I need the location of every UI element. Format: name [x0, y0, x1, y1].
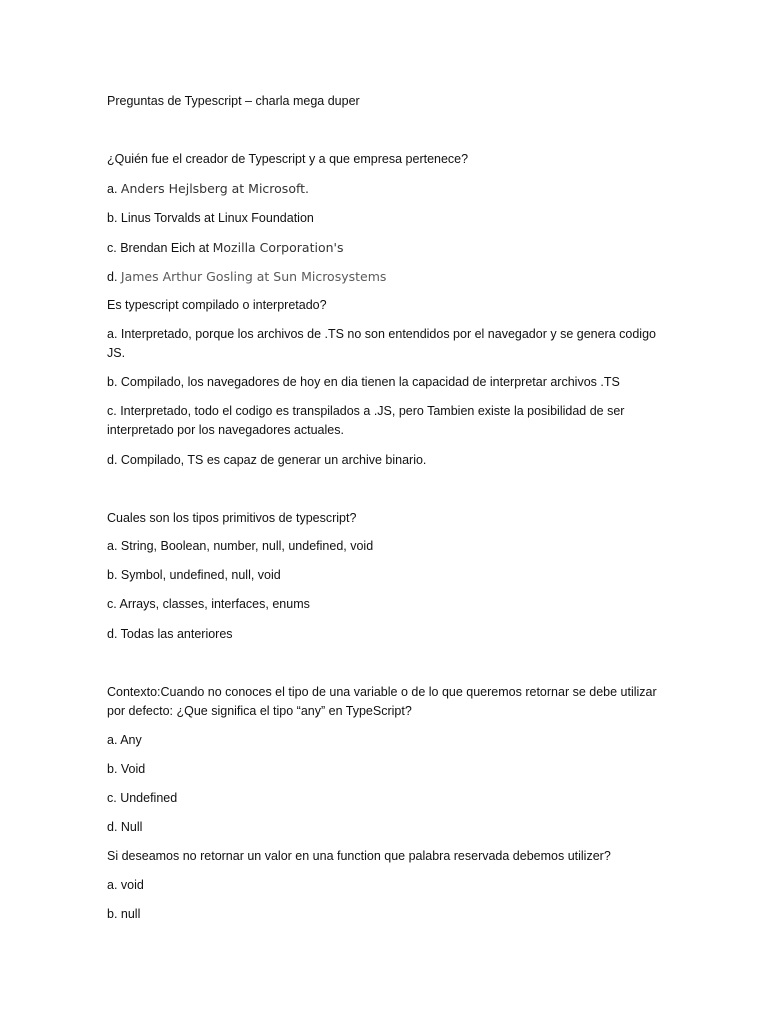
- question-1-option-b: [107, 209, 667, 228]
- question-1-option-c: [107, 238, 667, 258]
- question-4-option-c: c. Undefined: [107, 791, 178, 805]
- option-text: Anders Hejlsberg at Microsoft.: [120, 181, 310, 196]
- question-5-prompt: Si deseamos no retornar un valor en una function que palabra reservada debemos utilizer?: [107, 849, 611, 863]
- question-4-prompt: Contexto:Cuando no conoces el tipo de una variable o de lo que queremos retornar se debe utilizar por defecto: ¿Que significa el tipo “any” en TypeScript?: [107, 685, 657, 718]
- question-4-option-d: d. Null: [107, 820, 143, 834]
- option-prefix: d.: [107, 270, 121, 284]
- question-3-option-a: a. String, Boolean, number, null, undefined, void: [107, 539, 374, 553]
- question-3-option-d: d. Todas las anteriores: [107, 627, 233, 641]
- option-prefix: a.: [107, 182, 121, 196]
- option-prefix: c. Brendan Eich at: [107, 241, 213, 255]
- option-text: Mozilla Corporation's: [212, 240, 344, 255]
- question-3-prompt: Cuales son los tipos primitivos de typescript?: [107, 511, 357, 525]
- question-1-option-d: [107, 267, 667, 287]
- question-3-option-c: c. Arrays, classes, interfaces, enums: [107, 597, 310, 611]
- question-4-option-b: b. Void: [107, 762, 146, 776]
- question-5-option-b: b. null: [107, 907, 141, 921]
- question-4-option-a: a. Any: [107, 733, 142, 747]
- question-1-option-a: [107, 179, 667, 199]
- question-2-prompt: Es typescript compilado o interpretado?: [107, 298, 327, 312]
- question-3-option-b: b. Symbol, undefined, null, void: [107, 568, 281, 582]
- question-5-option-a: a. void: [107, 878, 144, 892]
- question-1-prompt: ¿Quién fue el creador de Typescript y a que empresa pertenece?: [107, 152, 469, 166]
- question-2-option-c: c. Interpretado, todo el codigo es transpilados a .JS, pero Tambien existe la posibilidad de ser interpretado por los navegadores actuales.: [107, 404, 625, 437]
- question-2-option-b: b. Compilado, los navegadores de hoy en dia tienen la capacidad de interpretar archivos .TS: [107, 375, 620, 389]
- document-title: Preguntas de Typescript – charla mega duper: [107, 94, 360, 108]
- option-text: James Arthur Gosling at Sun Microsystems: [120, 269, 387, 284]
- option-prefix: b. Linus Torvalds at Linux Foundation: [107, 211, 314, 225]
- question-2-option-a: a. Interpretado, porque los archivos de .TS no son entendidos por el navegador y se genera codigo JS.: [107, 327, 656, 360]
- question-2-option-d: d. Compilado, TS es capaz de generar un archive binario.: [107, 453, 427, 467]
